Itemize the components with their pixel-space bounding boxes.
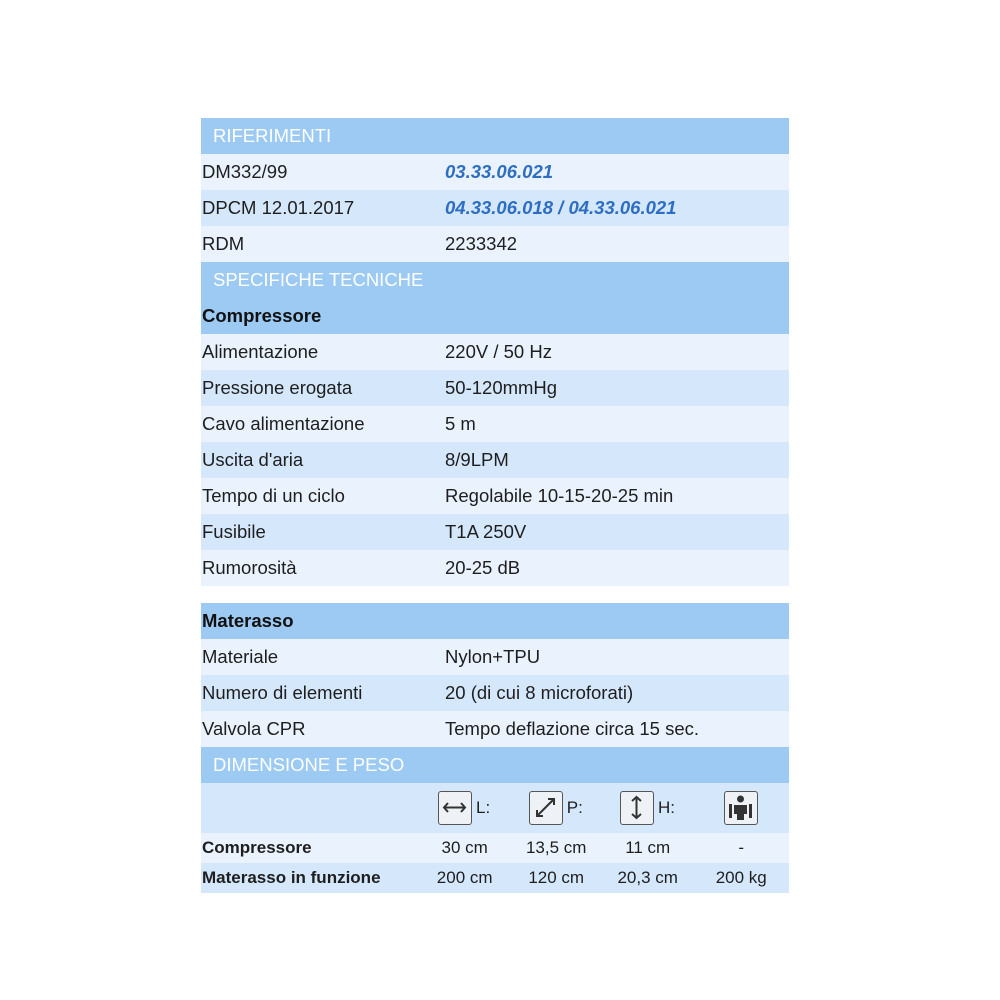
spec-row [201,406,789,442]
ref-code: 03.33.06.021 [445,161,554,182]
dimension-value: - [738,838,745,857]
group-header-compressore [201,298,789,334]
spec-label: Numero di elementi [202,682,363,703]
spec-row [201,711,789,747]
group-title: Materasso [202,610,294,631]
spec-value: 20-25 dB [445,557,521,578]
spec-value: 20 (di cui 8 microforati) [445,682,634,703]
spec-label: Uscita d'aria [202,449,304,470]
spec-row [201,514,789,550]
spec-value: 5 m [445,413,476,434]
spec-row [201,442,789,478]
group-header-materasso [201,603,789,639]
spec-row [201,370,789,406]
dimension-value: 11 cm [625,838,671,857]
height-arrow-icon [620,791,654,825]
spec-label: Alimentazione [202,341,319,362]
section-header-specifiche [201,262,789,298]
section-title: SPECIFICHE TECNICHE [213,269,424,290]
dimension-header-p [510,791,602,825]
spec-value: T1A 250V [445,521,527,542]
spec-label: Cavo alimentazione [202,413,365,434]
dimension-header-l [418,791,510,825]
dimension-value: 13,5 cm [525,838,587,857]
dimension-label: H: [657,798,675,817]
dimension-value: 200 kg [715,868,767,887]
dimension-label: P: [566,798,583,817]
spec-value: Tempo deflazione circa 15 sec. [445,718,699,739]
dimension-row [201,833,789,863]
spec-label: Fusibile [202,521,266,542]
ref-label: RDM [202,233,245,254]
section-header-dimensioni [201,747,789,783]
dimension-header-h [602,791,694,825]
group-title: Compressore [202,305,322,326]
ref-label: DM332/99 [202,161,288,182]
spec-row [201,675,789,711]
dimension-header-row [201,783,789,833]
dimension-value: 30 cm [441,838,488,857]
spec-label: Valvola CPR [202,718,306,739]
spec-value: Regolabile 10-15-20-25 min [445,485,674,506]
spec-row [201,550,789,586]
ref-code: 04.33.06.018 / 04.33.06.021 [445,197,677,218]
spec-row [201,334,789,370]
spec-row [201,478,789,514]
spec-label: Tempo di un ciclo [202,485,345,506]
weight-person-icon [724,791,758,825]
ref-row [201,154,789,190]
spec-label: Pressione erogata [202,377,353,398]
depth-arrow-icon [529,791,563,825]
ref-row [201,226,789,262]
section-header-riferimenti [201,118,789,154]
spec-value: 50-120mmHg [445,377,558,398]
spec-value: 8/9LPM [445,449,509,470]
dimension-value: 120 cm [528,868,585,887]
dimension-value: 200 cm [436,868,493,887]
ref-label: DPCM 12.01.2017 [202,197,355,218]
section-title: RIFERIMENTI [213,125,332,146]
dimension-row-label: Materasso in funzione [202,868,381,887]
ref-row [201,190,789,226]
spec-value: 220V / 50 Hz [445,341,552,362]
spec-sheet [201,118,789,893]
section-spacer [201,586,789,603]
section-title: DIMENSIONE E PESO [213,754,405,775]
width-arrow-icon [438,791,472,825]
spec-row [201,639,789,675]
spec-label: Materiale [202,646,279,667]
dimension-value: 20,3 cm [617,868,678,887]
dimension-row [201,863,789,893]
spec-value: Nylon+TPU [445,646,541,667]
ref-value: 2233342 [445,233,518,254]
dimension-label: L: [476,798,491,817]
spec-label: Rumorosità [202,557,297,578]
dimension-row-label: Compressore [202,838,312,857]
dimension-header-weight [693,791,789,825]
